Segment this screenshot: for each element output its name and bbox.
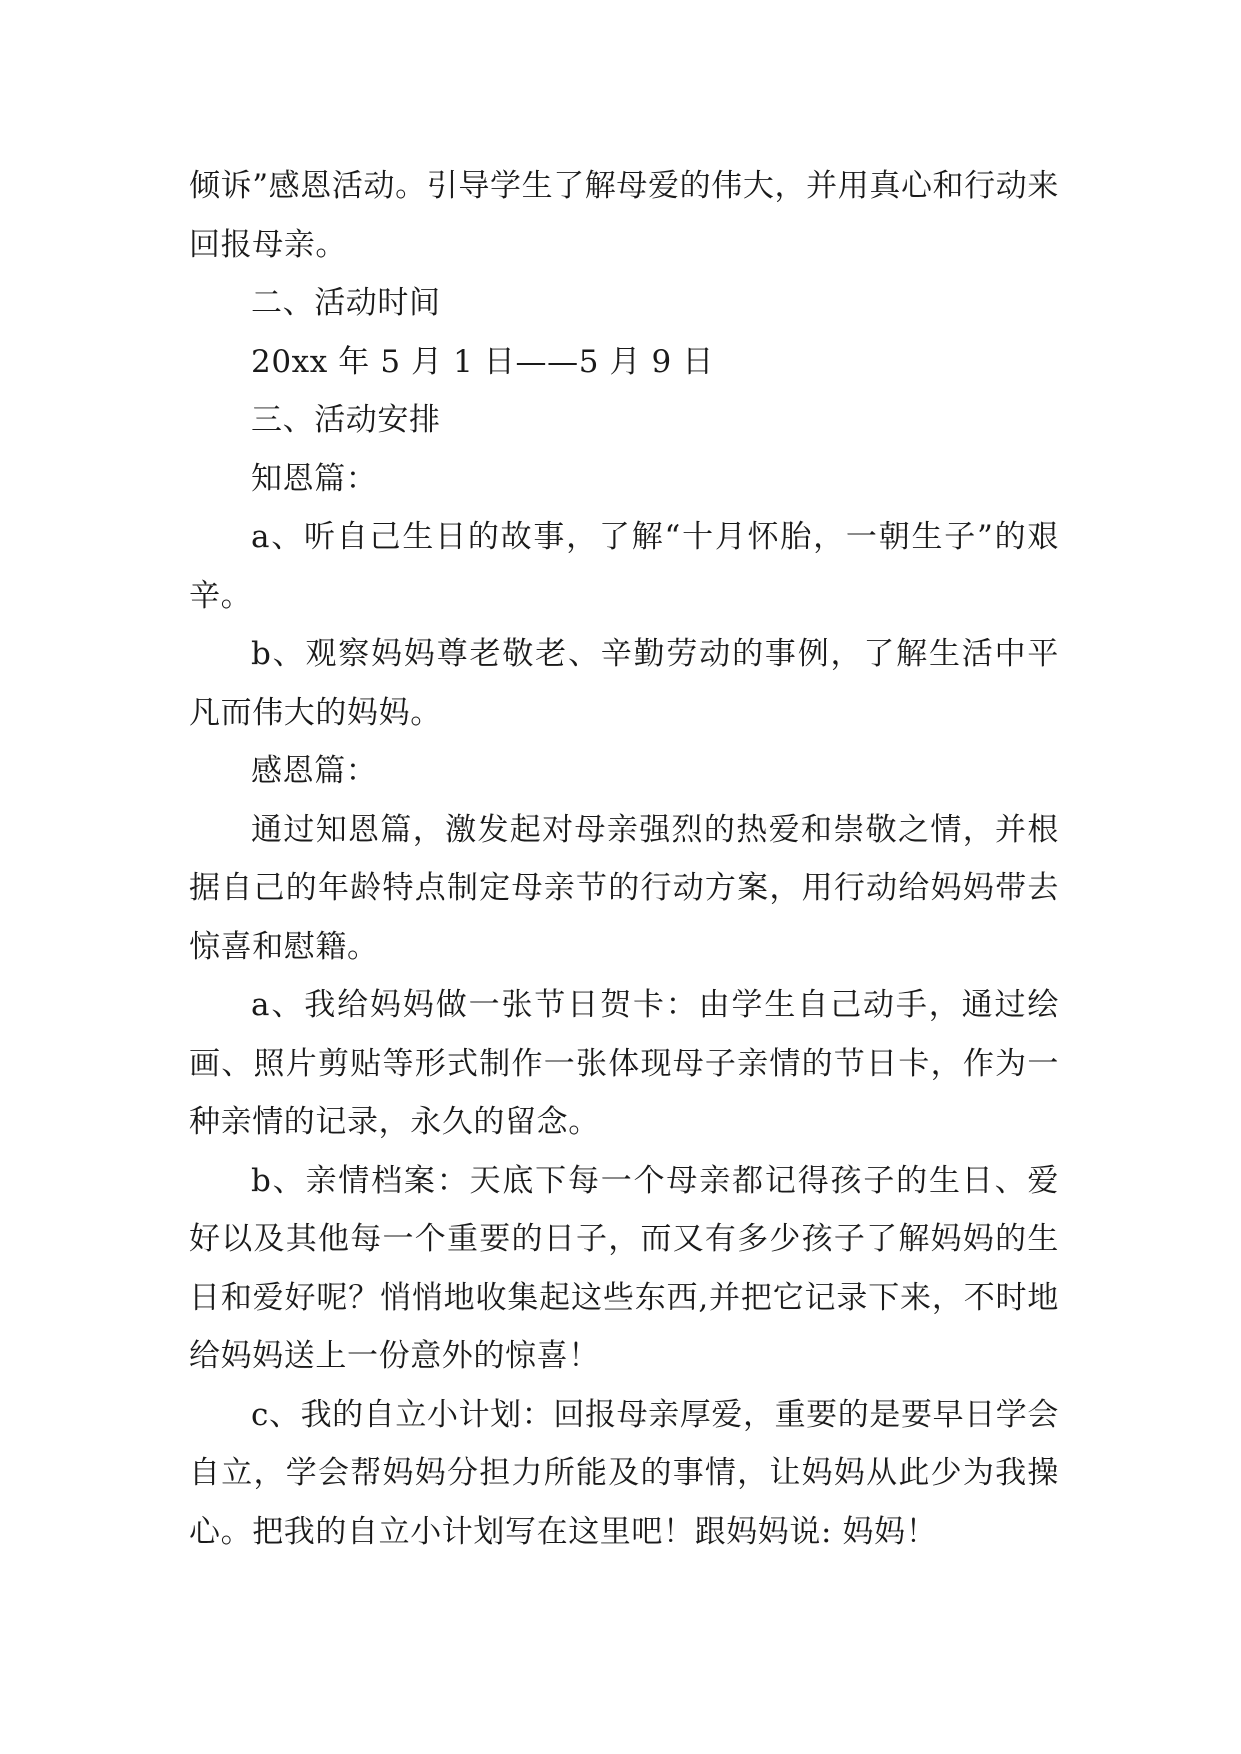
heading-activity-time: 二、活动时间: [251, 285, 441, 321]
paragraph-ganen-intro: 通过知恩篇，激发起对母亲强烈的热爱和崇敬之情，并根据自己的年龄特点制定母亲节的行动方案，用行动给妈妈带去惊喜和慰籍。: [189, 811, 1059, 965]
paragraph-zhien-b: b、观察妈妈尊老敬老、辛勤劳动的事例，了解生活中平凡而伟大的妈妈。: [189, 636, 1059, 731]
paragraph-ganen-a: a、我给妈妈做一张节日贺卡：由学生自己动手，通过绘画、照片剪贴等形式制作一张体现母子亲情的节日卡，作为一种亲情的记录，永久的留念。: [189, 987, 1059, 1140]
activity-date-range: 20xx 年 5 月 1 日——5 月 9 日: [251, 343, 714, 380]
paragraph-intro-continuation: 倾诉”感恩活动。引导学生了解母爱的伟大，并用真心和行动来回报母亲。: [189, 168, 1059, 263]
paragraph-ganen-c: c、我的自立小计划：回报母亲厚爱，重要的是要早日学会自立，学会帮妈妈分担力所能及的事情，让妈妈从此少为我操心。把我的自立小计划写在这里吧！跟妈妈说: 妈妈！: [189, 1396, 1059, 1550]
document-body: [189, 157, 1059, 1561]
paragraph-ganen-b: b、亲情档案：天底下每一个母亲都记得孩子的生日、爱好以及其他每一个重要的日子，而又有多少孩子了解妈妈的生日和爱好呢？悄悄地收集起这些东西,并把它记录下来，不时地给妈妈送上一份意外的惊喜！: [189, 1162, 1059, 1374]
subheading-zhien: 知恩篇：: [251, 460, 378, 497]
paragraph-zhien-a: a、听自己生日的故事，了解“十月怀胎，一朝生子”的艰辛。: [189, 519, 1059, 614]
subheading-ganen: 感恩篇：: [251, 753, 378, 789]
heading-activity-arrangement: 三、活动安排: [251, 402, 441, 438]
